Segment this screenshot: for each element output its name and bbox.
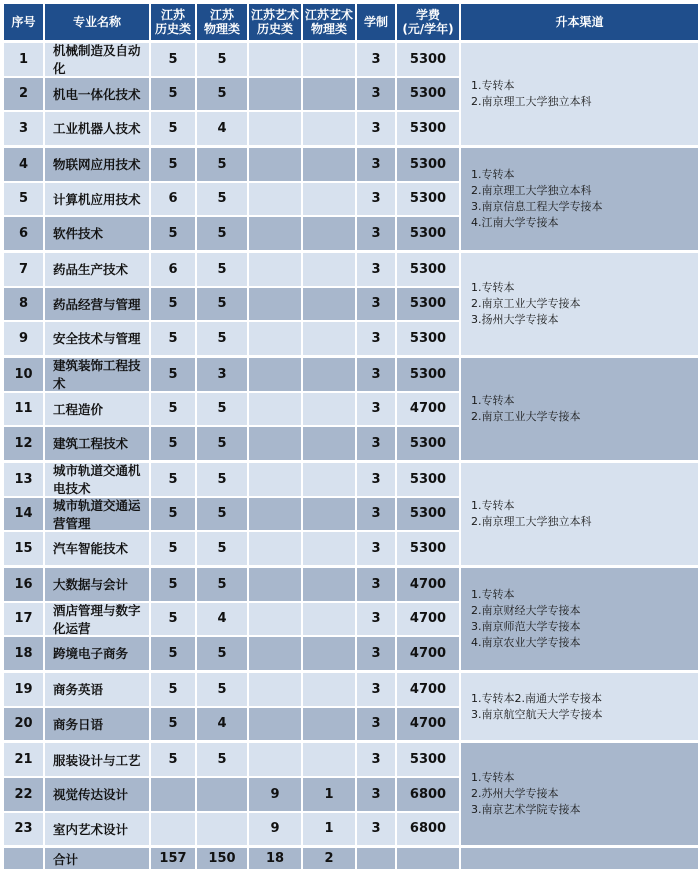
row-11-hist: 5 — [151, 393, 195, 426]
route-group-1 — [461, 43, 698, 145]
row-7-art_h — [249, 253, 301, 286]
row-1-no: 1 — [4, 43, 43, 76]
row-2-hist: 5 — [151, 78, 195, 111]
header-js-history — [151, 4, 195, 40]
header-fee-line: 学费 — [415, 8, 440, 22]
row-19-art_p — [303, 673, 355, 706]
header-route: 升本渠道 — [461, 4, 698, 40]
row-16-art_h — [249, 568, 301, 601]
row-1-years: 3 — [357, 43, 395, 76]
total-hist: 157 — [151, 848, 195, 869]
row-14-major: 城市轨道交通运营管理 — [45, 498, 149, 531]
row-23-years: 3 — [357, 813, 395, 846]
row-20-fee: 4700 — [397, 708, 459, 741]
row-12-art_h — [249, 427, 301, 460]
row-15-art_p — [303, 532, 355, 565]
row-5-phys: 5 — [197, 183, 247, 216]
row-4-major: 物联网应用技术 — [45, 148, 149, 181]
row-20-years: 3 — [357, 708, 395, 741]
row-3-phys: 4 — [197, 112, 247, 145]
row-11-major: 工程造价 — [45, 393, 149, 426]
route-item: 1.专转本 — [471, 393, 515, 407]
row-12-no: 12 — [4, 427, 43, 460]
row-18-art_p — [303, 637, 355, 670]
row-7-years: 3 — [357, 253, 395, 286]
row-19-hist: 5 — [151, 673, 195, 706]
row-19-no: 19 — [4, 673, 43, 706]
row-14-no: 14 — [4, 498, 43, 531]
row-8-phys: 5 — [197, 288, 247, 321]
header-duration: 学制 — [357, 4, 395, 40]
row-12-phys: 5 — [197, 427, 247, 460]
row-4-phys: 5 — [197, 148, 247, 181]
row-10-hist: 5 — [151, 358, 195, 391]
row-20-hist: 5 — [151, 708, 195, 741]
row-22-phys — [197, 778, 247, 811]
row-22-no: 22 — [4, 778, 43, 811]
row-4-fee: 5300 — [397, 148, 459, 181]
row-7-art_p — [303, 253, 355, 286]
row-16-years: 3 — [357, 568, 395, 601]
row-10-art_h — [249, 358, 301, 391]
row-11-art_h — [249, 393, 301, 426]
row-7-no: 7 — [4, 253, 43, 286]
row-6-years: 3 — [357, 217, 395, 250]
header-js-history-line: 江苏 — [160, 8, 185, 22]
row-22-art_h: 9 — [249, 778, 301, 811]
row-13-hist: 5 — [151, 463, 195, 496]
row-7-major: 药品生产技术 — [45, 253, 149, 286]
row-5-major: 计算机应用技术 — [45, 183, 149, 216]
total-route — [461, 848, 698, 869]
row-4-hist: 5 — [151, 148, 195, 181]
row-2-art_h — [249, 78, 301, 111]
row-17-no: 17 — [4, 603, 43, 636]
route-item: 3.南京信息工程大学专接本 — [471, 199, 603, 213]
row-1-phys: 5 — [197, 43, 247, 76]
row-12-years: 3 — [357, 427, 395, 460]
route-item: 3.南京航空航天大学专接本 — [471, 707, 603, 721]
row-13-no: 13 — [4, 463, 43, 496]
row-21-phys: 5 — [197, 743, 247, 776]
row-18-years: 3 — [357, 637, 395, 670]
row-20-no: 20 — [4, 708, 43, 741]
row-16-no: 16 — [4, 568, 43, 601]
row-14-art_p — [303, 498, 355, 531]
row-9-phys: 5 — [197, 322, 247, 355]
total-years — [357, 848, 395, 869]
row-12-major: 建筑工程技术 — [45, 427, 149, 460]
row-2-major: 机电一体化技术 — [45, 78, 149, 111]
row-20-phys: 4 — [197, 708, 247, 741]
row-17-fee: 4700 — [397, 603, 459, 636]
route-item: 4.江南大学专接本 — [471, 215, 559, 229]
row-15-major: 汽车智能技术 — [45, 532, 149, 565]
row-13-fee: 5300 — [397, 463, 459, 496]
row-22-years: 3 — [357, 778, 395, 811]
row-6-fee: 5300 — [397, 217, 459, 250]
row-8-fee: 5300 — [397, 288, 459, 321]
route-item: 1.专转本 — [471, 78, 515, 92]
row-15-hist: 5 — [151, 532, 195, 565]
row-10-phys: 3 — [197, 358, 247, 391]
row-21-hist: 5 — [151, 743, 195, 776]
row-18-no: 18 — [4, 637, 43, 670]
route-list — [471, 587, 581, 651]
row-22-major: 视觉传达设计 — [45, 778, 149, 811]
row-2-art_p — [303, 78, 355, 111]
header-js-history-line: 历史类 — [154, 22, 191, 36]
row-13-art_p — [303, 463, 355, 496]
row-5-art_h — [249, 183, 301, 216]
row-21-art_h — [249, 743, 301, 776]
row-10-art_p — [303, 358, 355, 391]
row-11-years: 3 — [357, 393, 395, 426]
header-art-history — [249, 4, 301, 40]
row-13-major: 城市轨道交通机电技术 — [45, 463, 149, 496]
route-list — [471, 280, 581, 328]
row-15-no: 15 — [4, 532, 43, 565]
row-19-fee: 4700 — [397, 673, 459, 706]
row-18-phys: 5 — [197, 637, 247, 670]
row-10-years: 3 — [357, 358, 395, 391]
route-group-6 — [461, 568, 698, 670]
row-13-art_h — [249, 463, 301, 496]
route-item: 1.专转本2.南通大学专接本 — [471, 691, 602, 705]
header-fee — [397, 4, 459, 40]
route-group-7 — [461, 673, 698, 740]
row-15-fee: 5300 — [397, 532, 459, 565]
route-group-3 — [461, 253, 698, 355]
header-art-history-line: 江苏艺术 — [250, 8, 299, 22]
row-3-years: 3 — [357, 112, 395, 145]
row-5-fee: 5300 — [397, 183, 459, 216]
row-22-hist — [151, 778, 195, 811]
row-12-fee: 5300 — [397, 427, 459, 460]
row-9-hist: 5 — [151, 322, 195, 355]
row-18-art_h — [249, 637, 301, 670]
row-20-art_h — [249, 708, 301, 741]
route-list — [471, 770, 581, 818]
row-1-fee: 5300 — [397, 43, 459, 76]
route-list — [471, 691, 603, 723]
route-group-2 — [461, 148, 698, 250]
route-item: 2.南京财经大学专接本 — [471, 603, 581, 617]
row-6-hist: 5 — [151, 217, 195, 250]
row-2-no: 2 — [4, 78, 43, 111]
row-15-art_h — [249, 532, 301, 565]
route-item: 2.南京理工大学独立本科 — [471, 514, 592, 528]
row-8-art_h — [249, 288, 301, 321]
row-20-art_p — [303, 708, 355, 741]
row-9-no: 9 — [4, 322, 43, 355]
total-art_p: 2 — [303, 848, 355, 869]
row-10-fee: 5300 — [397, 358, 459, 391]
row-14-hist: 5 — [151, 498, 195, 531]
row-6-phys: 5 — [197, 217, 247, 250]
row-21-fee: 5300 — [397, 743, 459, 776]
header-js-physics-line: 物理类 — [203, 22, 240, 36]
row-5-no: 5 — [4, 183, 43, 216]
route-item: 3.南京艺术学院专接本 — [471, 803, 581, 817]
row-8-hist: 5 — [151, 288, 195, 321]
row-16-fee: 4700 — [397, 568, 459, 601]
row-18-major: 跨境电子商务 — [45, 637, 149, 670]
total-major: 合计 — [45, 848, 149, 869]
row-1-major: 机械制造及自动化 — [45, 43, 149, 76]
route-list — [471, 167, 603, 231]
row-18-fee: 4700 — [397, 637, 459, 670]
row-8-art_p — [303, 288, 355, 321]
row-2-fee: 5300 — [397, 78, 459, 111]
row-16-major: 大数据与会计 — [45, 568, 149, 601]
row-16-hist: 5 — [151, 568, 195, 601]
route-item: 2.南京理工大学独立本科 — [471, 94, 592, 108]
row-4-art_p — [303, 148, 355, 181]
row-7-fee: 5300 — [397, 253, 459, 286]
row-11-no: 11 — [4, 393, 43, 426]
header-no: 序号 — [4, 4, 43, 40]
row-17-art_h — [249, 603, 301, 636]
row-2-years: 3 — [357, 78, 395, 111]
row-3-art_h — [249, 112, 301, 145]
row-2-phys: 5 — [197, 78, 247, 111]
row-9-art_h — [249, 322, 301, 355]
row-13-years: 3 — [357, 463, 395, 496]
row-6-art_p — [303, 217, 355, 250]
header-art-physics — [303, 4, 355, 40]
row-14-fee: 5300 — [397, 498, 459, 531]
row-8-years: 3 — [357, 288, 395, 321]
header-major: 专业名称 — [45, 4, 149, 40]
total-no — [4, 848, 43, 869]
route-item: 3.南京师范大学专接本 — [471, 619, 581, 633]
row-21-major: 服装设计与工艺 — [45, 743, 149, 776]
row-19-years: 3 — [357, 673, 395, 706]
row-1-art_h — [249, 43, 301, 76]
total-phys: 150 — [197, 848, 247, 869]
route-list — [471, 498, 592, 530]
row-17-phys: 4 — [197, 603, 247, 636]
row-1-hist: 5 — [151, 43, 195, 76]
row-15-phys: 5 — [197, 532, 247, 565]
row-4-no: 4 — [4, 148, 43, 181]
row-13-phys: 5 — [197, 463, 247, 496]
row-11-phys: 5 — [197, 393, 247, 426]
row-21-years: 3 — [357, 743, 395, 776]
row-23-major: 室内艺术设计 — [45, 813, 149, 846]
row-16-phys: 5 — [197, 568, 247, 601]
route-item: 1.专转本 — [471, 167, 515, 181]
row-3-art_p — [303, 112, 355, 145]
route-item: 2.南京工业大学专接本 — [471, 296, 581, 310]
route-item: 2.苏州大学专接本 — [471, 787, 559, 801]
row-6-art_h — [249, 217, 301, 250]
route-item: 1.专转本 — [471, 280, 515, 294]
row-7-hist: 6 — [151, 253, 195, 286]
route-group-4 — [461, 358, 698, 460]
row-5-art_p — [303, 183, 355, 216]
route-item: 4.南京农业大学专接本 — [471, 635, 581, 649]
row-22-art_p: 1 — [303, 778, 355, 811]
row-3-major: 工业机器人技术 — [45, 112, 149, 145]
row-19-art_h — [249, 673, 301, 706]
route-group-5 — [461, 463, 698, 565]
row-17-years: 3 — [357, 603, 395, 636]
row-16-art_p — [303, 568, 355, 601]
row-10-no: 10 — [4, 358, 43, 391]
row-14-phys: 5 — [197, 498, 247, 531]
row-9-art_p — [303, 322, 355, 355]
row-23-art_h: 9 — [249, 813, 301, 846]
route-item: 2.南京工业大学专接本 — [471, 409, 581, 423]
row-19-phys: 5 — [197, 673, 247, 706]
row-10-major: 建筑装饰工程技术 — [45, 358, 149, 391]
row-14-art_h — [249, 498, 301, 531]
row-3-no: 3 — [4, 112, 43, 145]
row-20-major: 商务日语 — [45, 708, 149, 741]
row-12-art_p — [303, 427, 355, 460]
row-9-fee: 5300 — [397, 322, 459, 355]
header-art-physics-line: 江苏艺术 — [304, 8, 353, 22]
total-fee — [397, 848, 459, 869]
header-fee-line: (元/学年) — [402, 22, 454, 36]
route-list — [471, 393, 581, 425]
row-23-no: 23 — [4, 813, 43, 846]
row-17-hist: 5 — [151, 603, 195, 636]
row-23-art_p: 1 — [303, 813, 355, 846]
total-art_h: 18 — [249, 848, 301, 869]
row-5-hist: 6 — [151, 183, 195, 216]
header-js-physics — [197, 4, 247, 40]
row-22-fee: 6800 — [397, 778, 459, 811]
row-4-years: 3 — [357, 148, 395, 181]
row-1-art_p — [303, 43, 355, 76]
row-5-years: 3 — [357, 183, 395, 216]
row-23-fee: 6800 — [397, 813, 459, 846]
row-7-phys: 5 — [197, 253, 247, 286]
row-21-no: 21 — [4, 743, 43, 776]
row-9-years: 3 — [357, 322, 395, 355]
header-art-history-line: 历史类 — [256, 22, 293, 36]
row-17-art_p — [303, 603, 355, 636]
header-art-physics-line: 物理类 — [310, 22, 347, 36]
row-17-major: 酒店管理与数字化运营 — [45, 603, 149, 636]
row-18-hist: 5 — [151, 637, 195, 670]
route-item: 2.南京理工大学独立本科 — [471, 183, 592, 197]
route-item: 3.扬州大学专接本 — [471, 312, 559, 326]
row-3-fee: 5300 — [397, 112, 459, 145]
row-23-hist — [151, 813, 195, 846]
route-item: 1.专转本 — [471, 498, 515, 512]
route-item: 1.专转本 — [471, 587, 515, 601]
row-15-years: 3 — [357, 532, 395, 565]
route-group-8 — [461, 743, 698, 845]
route-list — [471, 78, 592, 110]
row-21-art_p — [303, 743, 355, 776]
row-8-no: 8 — [4, 288, 43, 321]
row-23-phys — [197, 813, 247, 846]
row-11-art_p — [303, 393, 355, 426]
row-14-years: 3 — [357, 498, 395, 531]
row-8-major: 药品经营与管理 — [45, 288, 149, 321]
row-12-hist: 5 — [151, 427, 195, 460]
row-3-hist: 5 — [151, 112, 195, 145]
row-4-art_h — [249, 148, 301, 181]
row-6-no: 6 — [4, 217, 43, 250]
row-6-major: 软件技术 — [45, 217, 149, 250]
row-19-major: 商务英语 — [45, 673, 149, 706]
header-js-physics-line: 江苏 — [209, 8, 234, 22]
row-11-fee: 4700 — [397, 393, 459, 426]
route-item: 1.专转本 — [471, 771, 515, 785]
row-9-major: 安全技术与管理 — [45, 322, 149, 355]
